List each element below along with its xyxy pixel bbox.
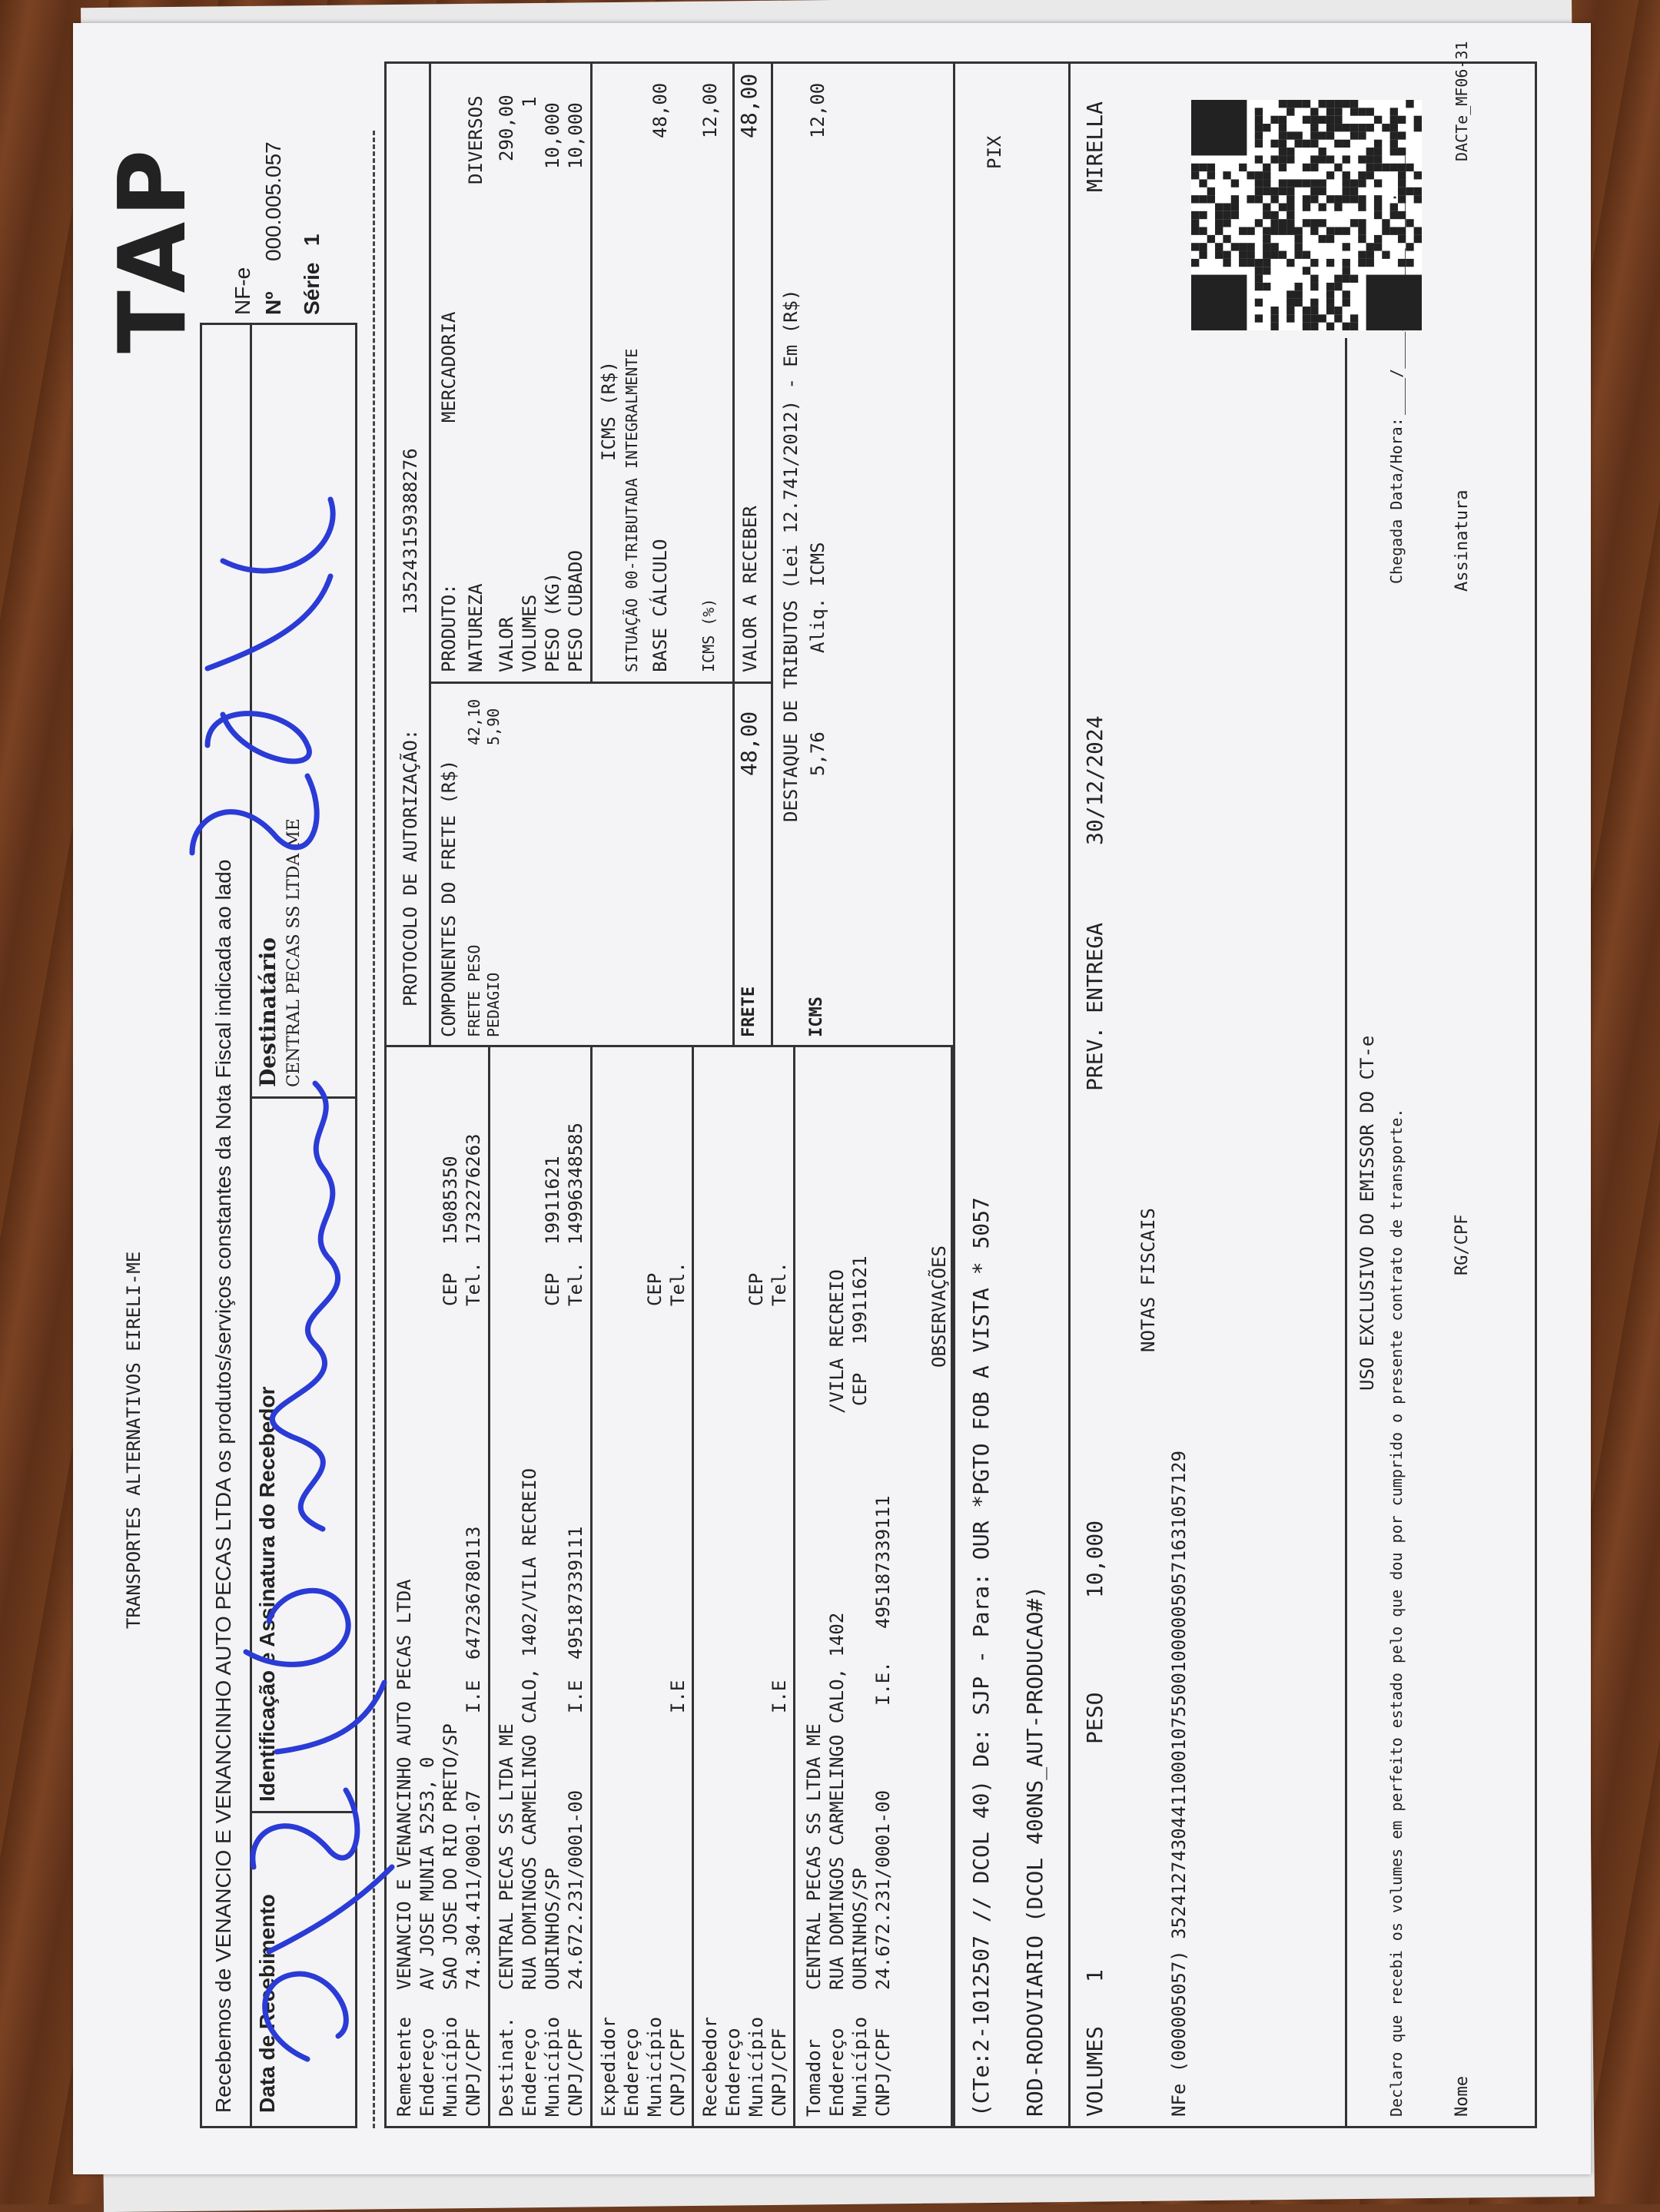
chegada-label: Chegada Data/Hora: <box>1387 417 1406 584</box>
cut-line <box>373 131 375 2128</box>
dest-ie-value: 495187339111 <box>565 1526 586 1660</box>
form-code: DACTe_MF06-31 <box>1452 41 1471 161</box>
aliq-icms-value: 12,00 <box>807 82 828 138</box>
tom-cep-value: 19911621 <box>849 1255 871 1345</box>
peso-kg-label: PESO (KG) <box>542 572 563 672</box>
tom-ie-value: 495187339111 <box>872 1495 894 1629</box>
destinat-value: CENTRAL PECAS SS LTDA ME <box>496 1723 517 1990</box>
observacoes-line2: ROD-RODOVIARIO (DCOL 400NS_AUT-PRODUCAO#) <box>1022 1585 1047 2117</box>
protocol-value: 135243159388276 <box>400 448 421 615</box>
icms-title: ICMS (R$) <box>598 360 619 461</box>
valor-receber-value: 48,00 <box>736 73 762 138</box>
icms-pct-value: 12,00 <box>699 82 721 138</box>
dest-tel-value: 14996348585 <box>565 1123 586 1245</box>
rem-endereco-value: AV JOSE MUNIA 5253, 0 <box>417 1756 438 1990</box>
rem-cep-label: CEP <box>440 1272 461 1306</box>
uso-exclusivo: USO EXCLUSIVO DO EMISSOR DO CT-e <box>1356 1035 1378 1391</box>
receipt-statement: Recebemos de VENANCIO E VENANCINHO AUTO PECAS LTDA os produtos/serviços constantes da Nota Fiscal indicada ao lado <box>211 859 235 2113</box>
components-title: COMPONENTES DO FRETE (R$) <box>438 759 460 1037</box>
tom-endereco-label: Endereço <box>826 2028 848 2117</box>
prev-entrega-value: 30/12/2024 <box>1082 715 1107 845</box>
dest-cnpj-label: CNPJ/CPF <box>565 2028 586 2117</box>
tomador-label: Tomador <box>803 2038 825 2117</box>
nome-label: Nome <box>1452 2076 1472 2117</box>
exp-cnpj-label: CNPJ/CPF <box>667 2028 689 2117</box>
serie-label: Série <box>300 262 324 315</box>
dest-cnpj-value: 24.672.231/0001-00 <box>565 1789 586 1990</box>
rec-endereco-label: Endereço <box>722 2028 744 2117</box>
chegada-blank: ____/____/________ ____:____ <box>1387 155 1406 415</box>
tomador-value: CENTRAL PECAS SS LTDA ME <box>803 1723 825 1990</box>
rem-cnpj-value: 74.304.411/0001-07 <box>463 1789 484 1990</box>
protocol-label: PROTOCOLO DE AUTORIZAÇÃO: <box>400 728 421 1007</box>
frete-label: FRETE <box>739 986 759 1037</box>
frete-peso-value: 42,10 <box>465 698 483 745</box>
rec-tel-label: Tel. <box>769 1262 790 1306</box>
rg-cpf-label: RG/CPF <box>1452 1214 1472 1275</box>
cte-document <box>77 23 1591 2182</box>
rem-tel-label: Tel. <box>463 1262 484 1306</box>
obs-peso-label: PESO <box>1082 1692 1107 1744</box>
frete-peso-label: FRETE PESO <box>465 944 483 1037</box>
tom-municipio-label: Município <box>849 2016 871 2117</box>
volumes-label: VOLUMES <box>519 594 540 672</box>
dest-endereco-label: Endereço <box>519 2028 540 2117</box>
natureza-label: NATUREZA <box>465 583 486 672</box>
tom-endereco-value: RUA DOMINGOS CARMELINGO CALO, 1402 <box>826 1612 848 1990</box>
exp-endereco-label: Endereço <box>621 2028 642 2117</box>
base-calculo-value: 48,00 <box>649 82 671 138</box>
operator-name: MIRELLA <box>1082 101 1107 192</box>
handwritten-signature <box>269 1564 270 1567</box>
produto-value: MERCADORIA <box>438 311 460 423</box>
notas-fiscais-line: NFe (000005057) 35241274304411000107550010000050571631057129 <box>1168 1451 1190 2117</box>
dest-ie-label: I.E <box>565 1680 586 1713</box>
volumes-value: 1 <box>519 96 540 108</box>
base-calculo-label: BASE CÁLCULO <box>649 539 671 672</box>
exp-municipio-label: Município <box>644 2016 666 2117</box>
rec-cnpj-label: CNPJ/CPF <box>769 2028 790 2117</box>
rem-municipio-label: Município <box>440 2016 461 2117</box>
expedidor-label: Expedidor <box>598 2016 619 2117</box>
valor-receber-label: VALOR A RECEBER <box>739 506 761 672</box>
observacoes-title: OBSERVAÇÕES <box>928 1245 950 1368</box>
dest-tel-label: Tel. <box>565 1262 586 1306</box>
rem-endereco-label: Endereço <box>417 2028 438 2117</box>
rem-ie-value: 647236780113 <box>463 1526 484 1660</box>
obs-peso-value: 10,000 <box>1082 1520 1107 1598</box>
id-signature-label: Identificação e Assinatura do Recebedor <box>255 1386 279 1802</box>
exp-tel-label: Tel. <box>667 1262 689 1306</box>
destinat-label: Destinat. <box>496 2016 517 2117</box>
rem-cep-value: 15085350 <box>440 1156 461 1245</box>
tom-ie-label: I.E. <box>872 1661 894 1706</box>
rem-tel-value: 1732276263 <box>463 1133 484 1245</box>
aliq-icms-label: Aliq. ICMS <box>807 542 828 653</box>
tom-municipio-value: OURINHOS/SP <box>849 1868 871 1990</box>
frete-value: 48,00 <box>736 711 762 776</box>
destaque-tributos: DESTAQUE DE TRIBUTOS (Lei 12.741/2012) - Em (R$) <box>780 289 802 822</box>
dest-municipio-label: Município <box>542 2016 563 2117</box>
icms-situacao: SITUAÇÃO 00-TRIBUTADA INTEGRALMENTE <box>622 348 641 672</box>
produto-label: PRODUTO: <box>438 583 460 672</box>
nfe-number: 000.005.057 <box>261 141 285 261</box>
date-received-label: Data de Recebimento <box>255 1894 279 2113</box>
valor-label: VALOR <box>496 616 517 672</box>
destinatario-label: Destinatário <box>255 937 281 1087</box>
rec-cep-label: CEP <box>745 1272 767 1306</box>
dest-cep-value: 19911621 <box>542 1156 563 1245</box>
natureza-value: DIVERSOS <box>465 95 486 184</box>
company-logo: TAP <box>100 144 207 353</box>
valor-value: 290,00 <box>496 95 517 161</box>
company-name: TRANSPORTES ALTERNATIVOS EIRELI-ME <box>123 1251 144 1629</box>
rec-municipio-label: Município <box>745 2016 767 2117</box>
dest-cep-label: CEP <box>542 1272 563 1306</box>
handwritten-date <box>269 2040 270 2044</box>
pedagio-label: PEDAGIO <box>484 972 503 1037</box>
rem-ie-label: I.E <box>463 1680 484 1713</box>
exp-cep-label: CEP <box>644 1272 666 1306</box>
nfe-number-label: Nº <box>261 291 285 315</box>
notas-fiscais-title: NOTAS FISCAIS <box>1137 1208 1159 1352</box>
remetente-value: VENANCIO E VENANCINHO AUTO PECAS LTDA <box>393 1579 415 1990</box>
assinatura-label: Assinatura <box>1452 489 1472 592</box>
rem-cnpj-label: CNPJ/CPF <box>463 2028 484 2117</box>
icms-pct-label: ICMS (%) <box>699 598 718 672</box>
peso-cubado-label: PESO CUBADO <box>565 550 586 672</box>
obs-volumes-value: 1 <box>1082 1969 1107 1982</box>
nfe-label: NF-e <box>231 267 254 315</box>
peso-kg-value: 10,000 <box>542 102 563 169</box>
icms-value: 5,76 <box>807 731 828 776</box>
declaro-text: Declaro que recebi os volumes em perfeito estado pelo que dou por cumprido o presente contrato de transporte. <box>1387 1108 1406 2117</box>
exp-ie-label: I.E <box>667 1680 689 1713</box>
recebedor-label: Recebedor <box>699 2016 721 2117</box>
tom-endereco-value-2: /VILA RECREIO <box>826 1269 848 1414</box>
pix-label: PIX <box>984 135 1005 169</box>
tom-cnpj-label: CNPJ/CPF <box>872 2028 894 2117</box>
observacoes-line1: (CTe:2-1012507 // DCOL 40) De: SJP - Para: OUR *PGTO FOB A VISTA * 5057 <box>968 1197 994 2117</box>
icms-label: ICMS <box>807 997 826 1037</box>
prev-entrega-label: PREV. ENTREGA <box>1082 922 1107 1091</box>
dest-municipio-value: OURINHOS/SP <box>542 1868 563 1990</box>
rem-municipio-value: SAO JOSE DO RIO PRETO/SP <box>440 1723 461 1990</box>
tom-cep-label: CEP <box>849 1372 871 1406</box>
tom-cnpj-value: 24.672.231/0001-00 <box>872 1789 894 1990</box>
serie-value: 1 <box>300 234 324 246</box>
peso-cubado-value: 10,000 <box>565 102 586 169</box>
rec-ie-label: I.E <box>769 1680 790 1713</box>
destinatario-value: CENTRAL PECAS SS LTDA ME <box>284 818 304 1087</box>
obs-volumes-label: VOLUMES <box>1082 2025 1107 2117</box>
remetente-label: Remetente <box>393 2016 415 2117</box>
pedagio-value: 5,90 <box>484 708 503 745</box>
dest-endereco-value: RUA DOMINGOS CARMELINGO CALO, 1402/VILA RECREIO <box>519 1467 540 1990</box>
